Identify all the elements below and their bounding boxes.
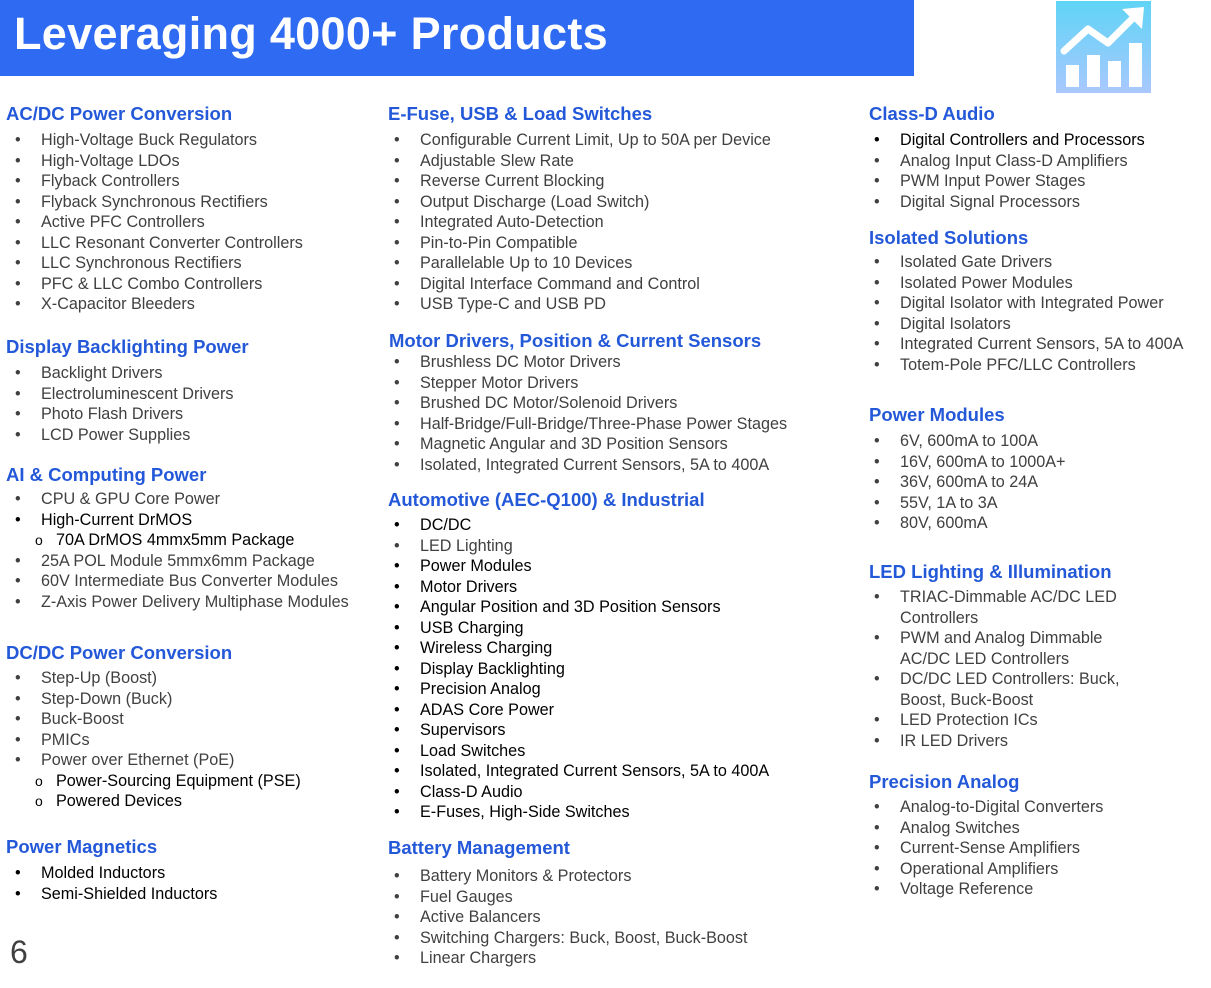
section-isolated-solutions — [869, 227, 1183, 375]
list-item-continuation: AC/DC LED Controllers — [900, 649, 1070, 668]
section-dcdc-power-conversion — [6, 642, 301, 812]
list-item: • 36V, 600mA to 24A — [865, 472, 1065, 493]
list-sub-item: o 70A DrMOS 4mmx5mm Package — [6, 530, 349, 551]
list-item: • Fuel Gauges — [385, 887, 748, 908]
list-item: • Linear Chargers — [385, 948, 748, 969]
list-item: • Step-Up (Boost) — [6, 668, 301, 689]
list-item: • Isolated, Integrated Current Sensors, 5A to 400A — [385, 761, 769, 782]
list-item: • Parallelable Up to 10 Devices — [385, 253, 771, 274]
list-item: • Analog-to-Digital Converters — [865, 797, 1103, 818]
list-item: • Configurable Current Limit, Up to 50A per Device — [385, 130, 771, 151]
list-item: • PWM Input Power Stages — [865, 171, 1145, 192]
list-item: • DC/DC — [385, 515, 769, 536]
section-title: Display Backlighting Power — [6, 336, 249, 357]
list-item: • LLC Resonant Converter Controllers — [6, 233, 303, 254]
list-item: • X-Capacitor Bleeders — [6, 294, 303, 315]
list-item-continuation: Boost, Buck-Boost — [900, 690, 1034, 709]
list-item: • Digital Isolator with Integrated Power — [865, 293, 1183, 314]
list-item: • Photo Flash Drivers — [6, 404, 249, 425]
list-item: • Totem-Pole PFC/LLC Controllers — [865, 355, 1183, 376]
list-item: • DC/DC LED Controllers: Buck, — [865, 669, 1120, 690]
list-item: • Operational Amplifiers — [865, 859, 1103, 880]
list-item: • Isolated Gate Drivers — [865, 252, 1183, 273]
list-item: • Analog Input Class-D Amplifiers — [865, 151, 1145, 172]
list-item: • Pin-to-Pin Compatible — [385, 233, 771, 254]
list-item: • Switching Chargers: Buck, Boost, Buck-Boost — [385, 928, 748, 949]
list-item: • CPU & GPU Core Power — [6, 489, 349, 510]
page-number: 6 — [10, 934, 28, 970]
list-item: • Flyback Controllers — [6, 171, 303, 192]
list-item: • PMICs — [6, 730, 301, 751]
list-item: • LLC Synchronous Rectifiers — [6, 253, 303, 274]
list-item: • Active PFC Controllers — [6, 212, 303, 233]
list-item: • 55V, 1A to 3A — [865, 493, 1065, 514]
section-power-magnetics — [6, 836, 217, 904]
list-item: • Load Switches — [385, 741, 769, 762]
section-battery-management — [388, 837, 748, 969]
list-item: • Digital Controllers and Processors — [865, 130, 1145, 151]
list-item: • LED Lighting — [385, 536, 769, 557]
list-item: • ADAS Core Power — [385, 700, 769, 721]
list-item: • Active Balancers — [385, 907, 748, 928]
list-item: • 60V Intermediate Bus Converter Modules — [6, 571, 349, 592]
list-item: • High-Voltage Buck Regulators — [6, 130, 303, 151]
list-item: • High-Voltage LDOs — [6, 151, 303, 172]
list-item: • Display Backlighting — [385, 659, 769, 680]
section-title: DC/DC Power Conversion — [6, 642, 233, 663]
list-item: • Current-Sense Amplifiers — [865, 838, 1103, 859]
section-title: Isolated Solutions — [869, 227, 1029, 248]
list-item: • Power over Ethernet (PoE) — [6, 750, 301, 771]
list-item: • Isolated, Integrated Current Sensors, 5A to 400A — [385, 455, 787, 476]
list-item: • Precision Analog — [385, 679, 769, 700]
list-item: • High-Current DrMOS — [6, 510, 349, 531]
list-item: • Backlight Drivers — [6, 363, 249, 384]
list-item: • Voltage Reference — [865, 879, 1103, 900]
section-title: Class-D Audio — [869, 103, 995, 124]
list-item: • Output Discharge (Load Switch) — [385, 192, 771, 213]
list-item: • USB Type-C and USB PD — [385, 294, 771, 315]
section-display-backlighting-power — [6, 336, 249, 445]
list-item: • Power Modules — [385, 556, 769, 577]
list-item: • 6V, 600mA to 100A — [865, 431, 1065, 452]
list-item: • 25A POL Module 5mmx6mm Package — [6, 551, 349, 572]
list-item: • Adjustable Slew Rate — [385, 151, 771, 172]
growth-chart-icon — [1056, 1, 1151, 93]
section-title: Motor Drivers, Position & Current Sensors — [389, 330, 762, 351]
section-title: Power Modules — [869, 404, 1005, 425]
list-item: • 80V, 600mA — [865, 513, 1065, 534]
page-title: Leveraging 4000+ Products — [14, 8, 608, 59]
list-item: • Wireless Charging — [385, 638, 769, 659]
list-item: • Digital Isolators — [865, 314, 1183, 335]
list-item: • Isolated Power Modules — [865, 273, 1183, 294]
list-item: • Brushed DC Motor/Solenoid Drivers — [385, 393, 787, 414]
section-precision-analog — [869, 771, 1103, 900]
section-motor-drivers — [389, 330, 787, 475]
section-title: AC/DC Power Conversion — [6, 103, 233, 124]
list-item: • PFC & LLC Combo Controllers — [6, 274, 303, 295]
list-item: • Digital Interface Command and Control — [385, 274, 771, 295]
list-item: • LCD Power Supplies — [6, 425, 249, 446]
list-item: • E-Fuses, High-Side Switches — [385, 802, 769, 823]
list-item: • Magnetic Angular and 3D Position Sensors — [385, 434, 787, 455]
section-led-lighting — [869, 561, 1120, 751]
list-item: • Semi-Shielded Inductors — [6, 884, 217, 905]
list-item: • PWM and Analog Dimmable — [865, 628, 1120, 649]
list-item: • Half-Bridge/Full-Bridge/Three-Phase Power Stages — [385, 414, 787, 435]
list-sub-item: o Power-Sourcing Equipment (PSE) — [6, 771, 301, 792]
section-title: E-Fuse, USB & Load Switches — [388, 103, 653, 124]
section-title: Power Magnetics — [6, 836, 158, 857]
section-efuse-usb-load-switches — [388, 103, 771, 315]
section-title: Precision Analog — [869, 771, 1020, 792]
list-item: • Integrated Auto-Detection — [385, 212, 771, 233]
list-item: • Reverse Current Blocking — [385, 171, 771, 192]
section-acdc-power-conversion — [6, 103, 303, 315]
section-title: AI & Computing Power — [6, 464, 207, 485]
section-automotive-industrial — [388, 489, 769, 823]
list-item: • Z-Axis Power Delivery Multiphase Modules — [6, 592, 349, 613]
list-item-continuation: Controllers — [900, 608, 979, 627]
list-item: • Angular Position and 3D Position Sensors — [385, 597, 769, 618]
list-sub-item: o Powered Devices — [6, 791, 301, 812]
list-item: • Electroluminescent Drivers — [6, 384, 249, 405]
title-banner — [0, 0, 914, 76]
list-item: • Digital Signal Processors — [865, 192, 1145, 213]
section-title: Automotive (AEC-Q100) & Industrial — [388, 489, 705, 510]
section-power-modules — [869, 404, 1065, 534]
list-item: • 16V, 600mA to 1000A+ — [865, 452, 1065, 473]
list-item: • Molded Inductors — [6, 863, 217, 884]
list-item: • Analog Switches — [865, 818, 1103, 839]
list-item: • Battery Monitors & Protectors — [385, 866, 748, 887]
list-item: • Motor Drivers — [385, 577, 769, 598]
section-title: Battery Management — [388, 837, 570, 858]
list-item: • IR LED Drivers — [865, 731, 1120, 752]
list-item: • Integrated Current Sensors, 5A to 400A — [865, 334, 1183, 355]
list-item: • USB Charging — [385, 618, 769, 639]
list-item: • Stepper Motor Drivers — [385, 373, 787, 394]
list-item: • TRIAC-Dimmable AC/DC LED — [865, 587, 1120, 608]
list-item: • Class-D Audio — [385, 782, 769, 803]
list-item: • Step-Down (Buck) — [6, 689, 301, 710]
section-ai-computing-power — [6, 464, 349, 612]
list-item: • Brushless DC Motor Drivers — [385, 352, 787, 373]
section-class-d-audio — [869, 103, 1145, 212]
list-item: • LED Protection ICs — [865, 710, 1120, 731]
list-item: • Flyback Synchronous Rectifiers — [6, 192, 303, 213]
list-item: • Buck-Boost — [6, 709, 301, 730]
list-item: • Supervisors — [385, 720, 769, 741]
section-title: LED Lighting & Illumination — [869, 561, 1112, 582]
